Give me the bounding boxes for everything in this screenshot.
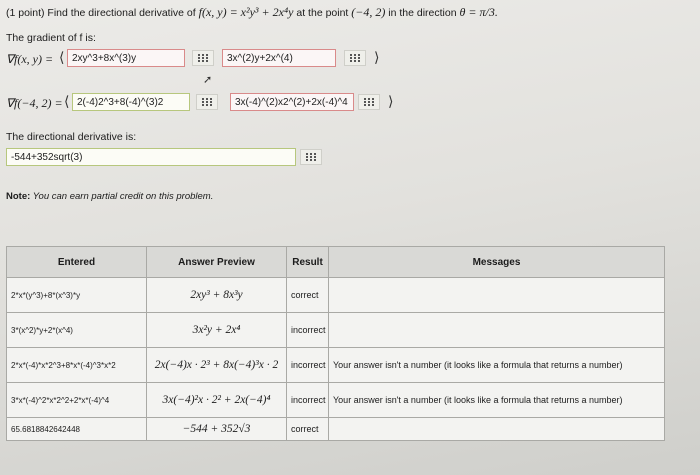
gradient-y-input[interactable]: 3x^(2)y+2x^(4) [222,49,336,67]
message-cell [329,313,665,348]
note-text: You can earn partial credit on this problem. [30,191,214,202]
mouse-cursor-icon: ➚ [203,74,213,86]
problem-direction: θ = π/3. [459,5,498,19]
table-row [7,383,665,418]
close-angle-bracket: ⟩ [388,95,394,110]
entered-cell: 2*x*(-4)*x*2^3+8*x*(-4)^3*x*2 [7,348,147,383]
problem-suffix: in the direction [385,7,460,19]
header-result: Result [287,247,329,278]
table-row [7,418,665,441]
header-messages: Messages [329,247,665,278]
preview-cell: 3x(−4)²x · 2² + 2x(−4)⁴ [147,383,287,418]
gradient-label: ∇f(x, y) = [6,52,54,66]
problem-prefix: (1 point) Find the directional derivative of [6,7,199,19]
table-row [7,348,665,383]
gradient-heading: The gradient of f is: [6,32,96,44]
directional-heading: The directional derivative is: [6,131,137,143]
open-angle-bracket: ⟨ [59,51,65,66]
gradient-x-input[interactable]: 2xy^3+8x^(3)y [67,49,185,67]
preview-cell: 2x(−4)x · 2³ + 8x(−4)³x · 2 [147,348,287,383]
problem-function: f(x, y) = x²y³ + 2x⁴y [198,5,294,19]
problem-middle: at the point [293,7,352,19]
table-row [7,278,665,313]
grid-keyboard-icon[interactable] [358,94,380,110]
gradient-point-label: ∇f(−4, 2) = [6,96,63,110]
partial-credit-note [6,191,213,202]
preview-cell: −544 + 352√3 [147,418,287,441]
grid-keyboard-icon[interactable] [196,94,218,110]
result-cell: correct [287,418,329,441]
gradient-point-y-input[interactable]: 3x(-4)^(2)x2^(2)+2x(-4)^4 [230,93,354,111]
preview-cell: 3x²y + 2x⁴ [147,313,287,348]
directional-derivative-input[interactable]: -544+352sqrt(3) [6,148,296,166]
entered-cell: 65.6818842642448 [7,418,147,441]
results-table [6,246,665,441]
result-cell: correct [287,278,329,313]
table-row [7,313,665,348]
message-cell [329,418,665,441]
entered-cell: 2*x*(y^3)+8*(x^3)*y [7,278,147,313]
close-angle-bracket: ⟩ [374,51,380,66]
grid-keyboard-icon[interactable] [300,149,322,165]
entered-cell: 3*x*(-4)^2*x*2^2+2*x*(-4)^4 [7,383,147,418]
note-label: Note: [6,191,31,202]
entered-cell: 3*(x^2)*y+2*(x^4) [7,313,147,348]
problem-point: (−4, 2) [351,5,386,19]
grid-keyboard-icon[interactable] [192,50,214,66]
open-angle-bracket: ⟨ [64,95,70,110]
header-answer-preview: Answer Preview [147,247,287,278]
message-cell [329,278,665,313]
header-entered: Entered [7,247,147,278]
preview-cell: 2xy³ + 8x³y [147,278,287,313]
result-cell: incorrect [287,383,329,418]
problem-statement [6,5,498,20]
gradient-point-x-input[interactable]: 2(-4)2^3+8(-4)^(3)2 [72,93,190,111]
message-cell: Your answer isn't a number (it looks like a formula that returns a number) [329,383,665,418]
result-cell: incorrect [287,348,329,383]
results-header-row [7,247,665,278]
message-cell: Your answer isn't a number (it looks like a formula that returns a number) [329,348,665,383]
result-cell: incorrect [287,313,329,348]
grid-keyboard-icon[interactable] [344,50,366,66]
